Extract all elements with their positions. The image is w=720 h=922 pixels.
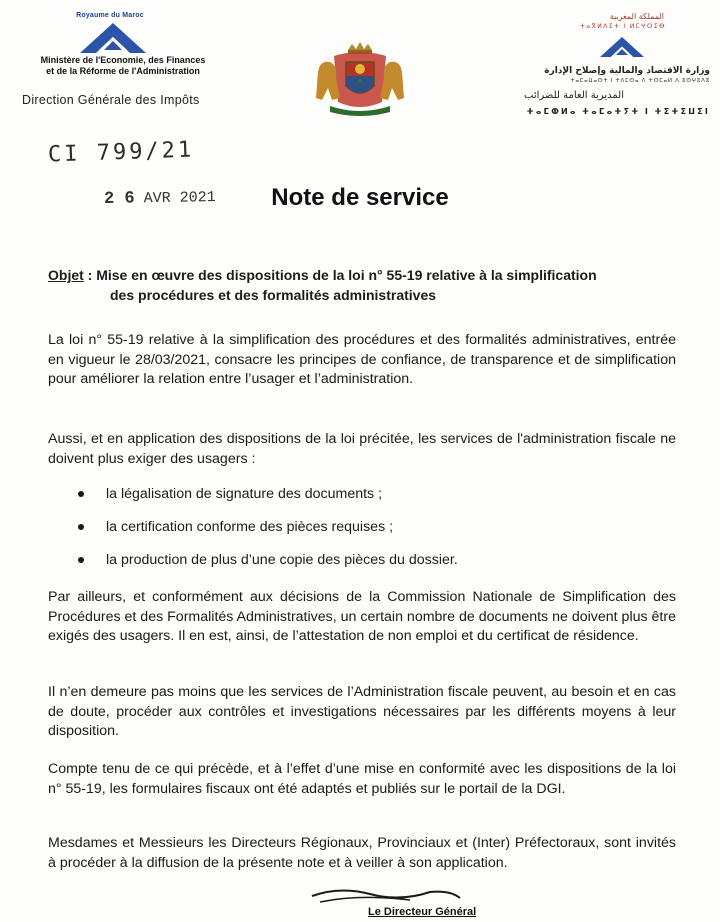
requirements-list <box>78 484 638 583</box>
paragraph-2: Aussi, et en application des dispositions de la loi précitée, les services de l'administration fiscale ne doivent plus exiger des usagers : <box>48 431 676 467</box>
arabic-kingdom-label: المملكة المغربية <box>609 12 664 21</box>
subject-label: Objet <box>48 267 84 283</box>
list-item-text: la production de plus d’une copie des pièces du dossier. <box>106 552 458 568</box>
date-stamp-day: 2 6 <box>103 189 135 209</box>
list-item-text: la certification conforme des pièces requises ; <box>106 519 394 535</box>
header-left <box>20 12 240 77</box>
paragraph-3: Par ailleurs, et conformément aux décisions de la Commission Nationale de Simplification des Procédures et des Formalités Administratives, un certain nombre de documents ne doivent plus être exigés des usagers. Il en est, ainsi, de l’attestation de non emploi et du certificat de résidence. <box>48 589 676 644</box>
subject-block <box>48 265 688 305</box>
handwritten-reference: CI 799/21 <box>47 137 195 168</box>
subject-line1: : Mise en œuvre des dispositions de la loi n° 55-19 relative à la simplification <box>83 267 597 283</box>
paragraph-4: Il n’en demeure pas moins que les services de l’Administration fiscale peuvent, au besoin et en cas de doute, procéder aux contrôles et investigations nécessaires par les différents moyens à leur disposition. <box>48 684 676 739</box>
paragraph-5: Compte tenu de ce qui précède, et à l’effet d’une mise en conformité avec les dispositions de la loi n° 55-19, les formulaires fiscaux ont été adaptés et publiés sur le portail de la DGI. <box>48 761 676 797</box>
ministry-logo-right-icon <box>600 36 644 58</box>
bullet-icon <box>78 524 84 530</box>
paragraph-6: Mesdames et Messieurs les Directeurs Régionaux, Provinciaux et (Inter) Préfectoraux, sont invités à procéder à la diffusion de la présente note et à veiller à son application. <box>48 835 676 871</box>
list-item <box>78 484 638 517</box>
tifinagh-ministry-label: ⵜⴰⵎⴰⵡⴰⵙⵜ ⵏ ⵜⴷⵎⵙⴰ ⴷ ⵜⵙⵎⴰⵍ ⴷ ⵓⵙⵖⵓⴷⵓ <box>570 78 710 84</box>
direction-label: Direction Générale des Impôts <box>22 93 200 107</box>
royal-emblem-icon <box>312 42 408 118</box>
paragraph-1: La loi n° 55-19 relative à la simplification des procédures et des formalités administratives, entrée en vigueur le 28/03/2021, consacre les principes de confiance, de transparence et de simplification pour améliorer la relation entre l’usager et l’administration. <box>48 332 676 387</box>
kingdom-label: Royaume du Maroc <box>76 12 144 19</box>
signature-title: Le Directeur Général <box>368 906 477 918</box>
ministry-logo-icon <box>80 23 146 53</box>
list-item-text: la légalisation de signature des documents ; <box>106 486 383 502</box>
ministry-name-line2: et de la Réforme de l'Administration <box>46 66 200 76</box>
bullet-icon <box>78 491 84 497</box>
list-item <box>78 517 638 550</box>
date-stamp-month-year: AVR 2021 <box>143 189 216 208</box>
ministry-name-line1: Ministère de l'Economie, des Finances <box>40 55 206 65</box>
arabic-ministry-label: وزارة الاقتصاد والمالية وإصلاح الإدارة <box>544 66 710 76</box>
list-item <box>78 550 638 583</box>
tifinagh-dgi-label: ⵜⴰⵎⵀⵍⴰ ⵜⴰⵎⴰⵜⵢⵜ ⵏ ⵜⵉⵜⵉⵡⵉⵏ <box>526 107 710 116</box>
bullet-icon <box>78 557 84 563</box>
header-right <box>480 12 710 116</box>
ministry-name <box>6 55 240 77</box>
page-title-text: Note de service <box>271 184 449 211</box>
arabic-dgi-label: المديرية العامة للضرائب <box>524 90 624 101</box>
tifinagh-kingdom-label: ⵜⴰⴳⵍⴷⵉⵜ ⵏ ⵍⵎⵖⵔⵉⴱ <box>580 24 666 30</box>
page-title <box>0 184 720 212</box>
subject-line2: des procédures et des formalités administratives <box>110 287 437 303</box>
